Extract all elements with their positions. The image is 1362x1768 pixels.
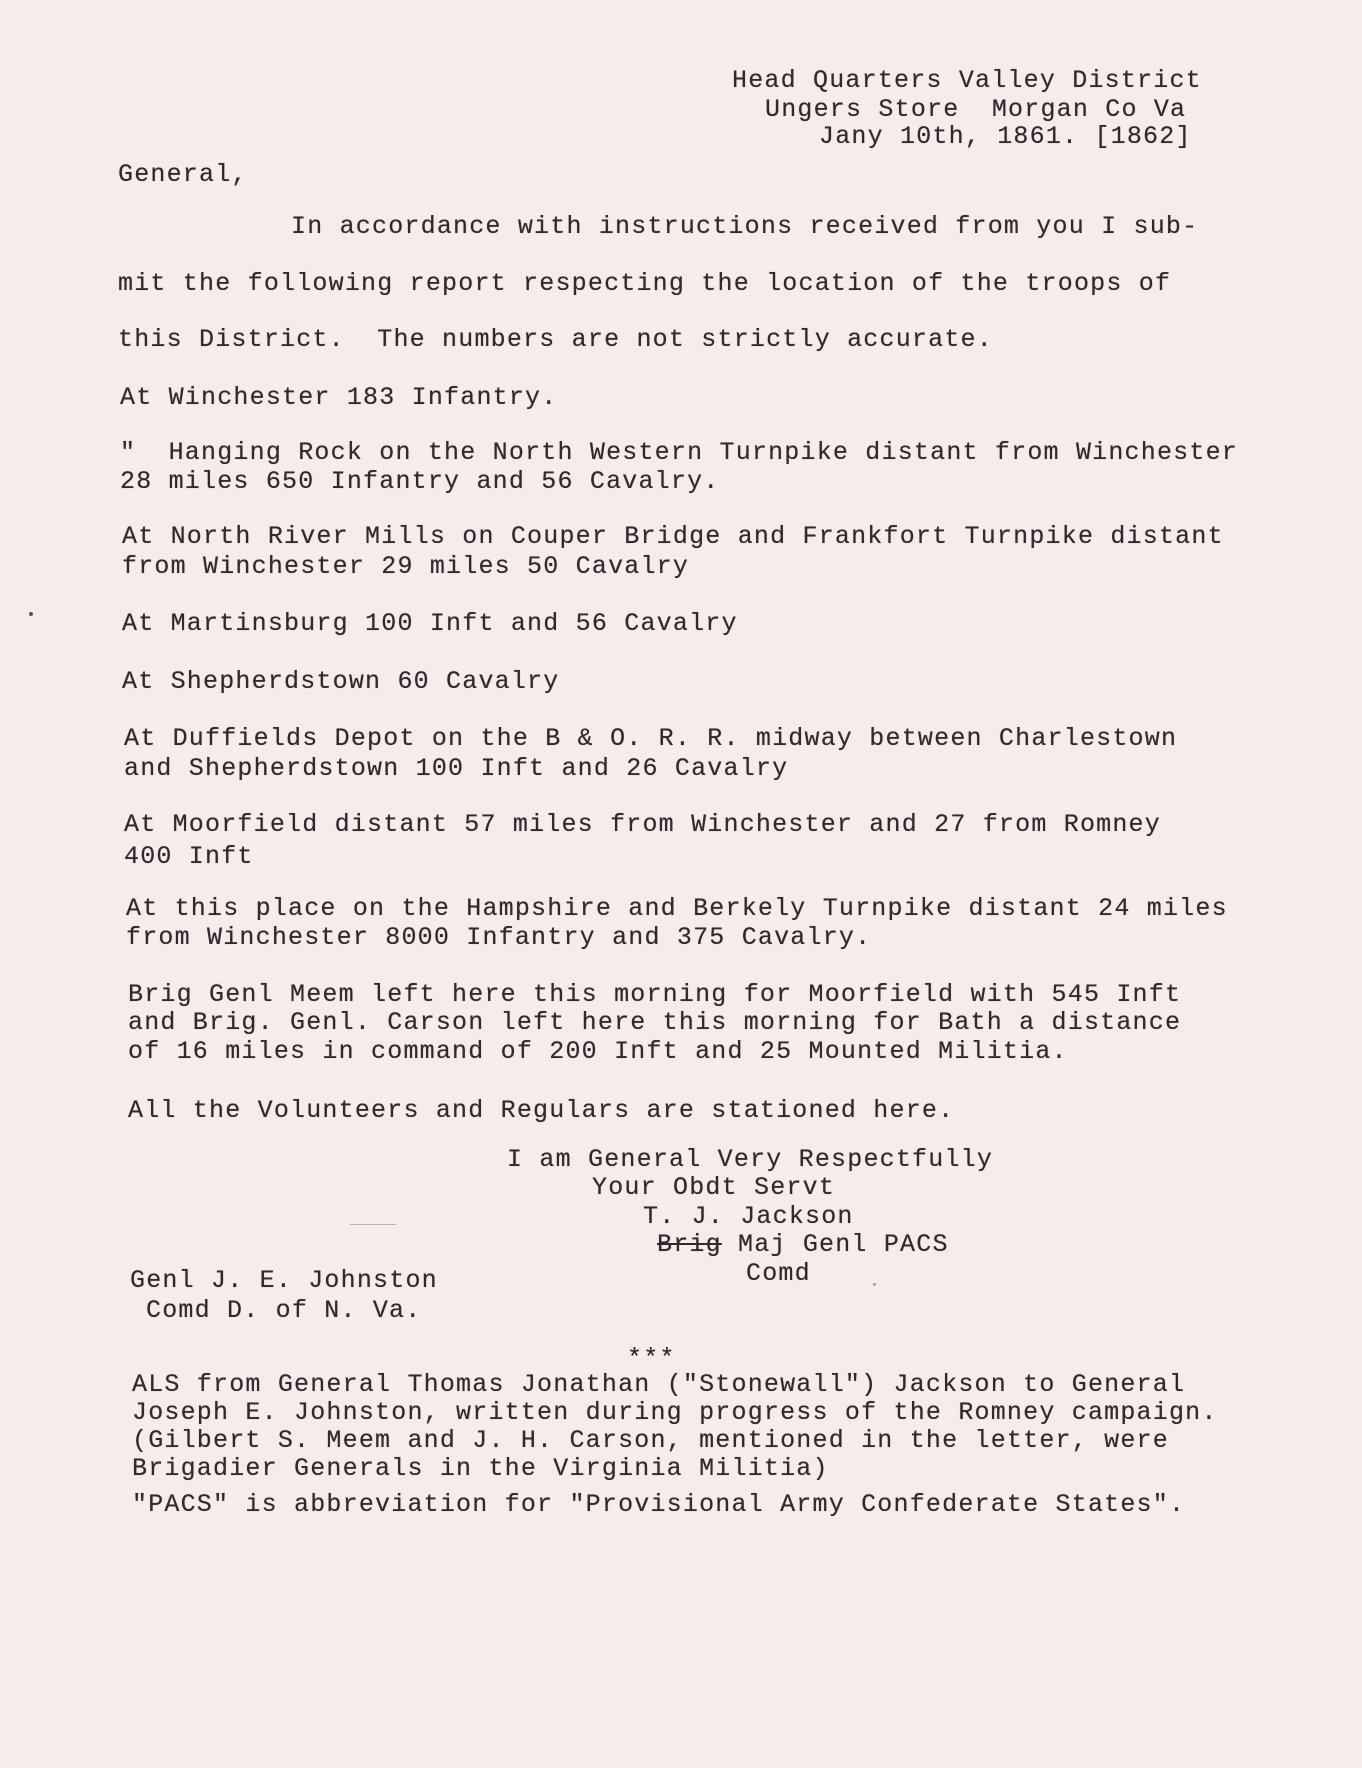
struck-word: Brig: [657, 1230, 722, 1259]
report-hanging-rock-line-2: 28 miles 650 Infantry and 56 Cavalry.: [120, 467, 720, 496]
paper-speck: [873, 1283, 876, 1286]
report-hanging-rock-line-1: " Hanging Rock on the North Western Turnpike distant from Winchester: [120, 438, 1238, 467]
report-this-place-line-1: At this place on the Hampshire and Berkely Turnpike distant 24 miles: [126, 894, 1228, 923]
report-meem-line-3: of 16 miles in command of 200 Inft and 25 Mounted Militia.: [128, 1037, 1068, 1066]
note-line-1: ALS from General Thomas Jonathan ("Stonewall") Jackson to General: [132, 1370, 1186, 1399]
header-line-2: Ungers Store Morgan Co Va: [765, 95, 1187, 124]
report-winchester: At Winchester 183 Infantry.: [120, 383, 558, 412]
stray-pencil-mark: [350, 1224, 396, 1225]
report-moorfield-line-2: 400 Inft: [124, 842, 254, 871]
report-moorfield-line-1: At Moorfield distant 57 miles from Winchester and 27 from Romney: [124, 810, 1161, 839]
paper-speck: [29, 612, 33, 616]
signature-rank: [657, 1230, 949, 1259]
note-line-4: Brigadier Generals in the Virginia Militia): [132, 1454, 829, 1483]
intro-line-1: In accordance with instructions received from you I sub-: [291, 212, 1199, 241]
closing-line-1: I am General Very Respectfully: [507, 1145, 994, 1174]
separator: ***: [627, 1344, 676, 1373]
report-meem-line-1: Brig Genl Meem left here this morning for Moorfield with 545 Inft: [128, 980, 1182, 1009]
report-meem-line-2: and Brig. Genl. Carson left here this morning for Bath a distance: [128, 1008, 1182, 1037]
intro-line-3: this District. The numbers are not strictly accurate.: [118, 325, 993, 354]
addressee-line-1: Genl J. E. Johnston: [130, 1266, 438, 1295]
signature-name: T. J. Jackson: [643, 1202, 854, 1231]
report-this-place-line-2: from Winchester 8000 Infantry and 375 Cavalry.: [126, 923, 872, 952]
report-duffields-line-2: and Shepherdstown 100 Inft and 26 Cavalry: [124, 754, 789, 783]
signature-comd: Comd: [746, 1259, 811, 1288]
addressee-line-2: Comd D. of N. Va.: [146, 1296, 422, 1325]
report-martinsburg: At Martinsburg 100 Inft and 56 Cavalry: [122, 609, 738, 638]
note-line-2: Joseph E. Johnston, written during progress of the Romney campaign.: [132, 1398, 1218, 1427]
report-duffields-line-1: At Duffields Depot on the B & O. R. R. midway between Charlestown: [124, 724, 1178, 753]
closing-line-2: Your Obdt Servt: [592, 1173, 836, 1202]
note-line-5: "PACS" is abbreviation for "Provisional Army Confederate States".: [132, 1490, 1186, 1519]
note-line-3: (Gilbert S. Meem and J. H. Carson, mentioned in the letter, were: [132, 1426, 1169, 1455]
report-north-river-line-1: At North River Mills on Couper Bridge and Frankfort Turnpike distant: [122, 522, 1224, 551]
intro-line-2: mit the following report respecting the location of the troops of: [118, 269, 1172, 298]
report-north-river-line-2: from Winchester 29 miles 50 Cavalry: [122, 552, 690, 581]
report-shepherdstown: At Shepherdstown 60 Cavalry: [122, 667, 560, 696]
signature-rank-text: Maj Genl PACS: [721, 1230, 949, 1259]
header-line-1: Head Quarters Valley District: [732, 66, 1202, 95]
header-date: Jany 10th, 1861. [1862]: [819, 122, 1192, 151]
salutation: General,: [118, 160, 248, 189]
report-volunteers: All the Volunteers and Regulars are stationed here.: [128, 1096, 955, 1125]
